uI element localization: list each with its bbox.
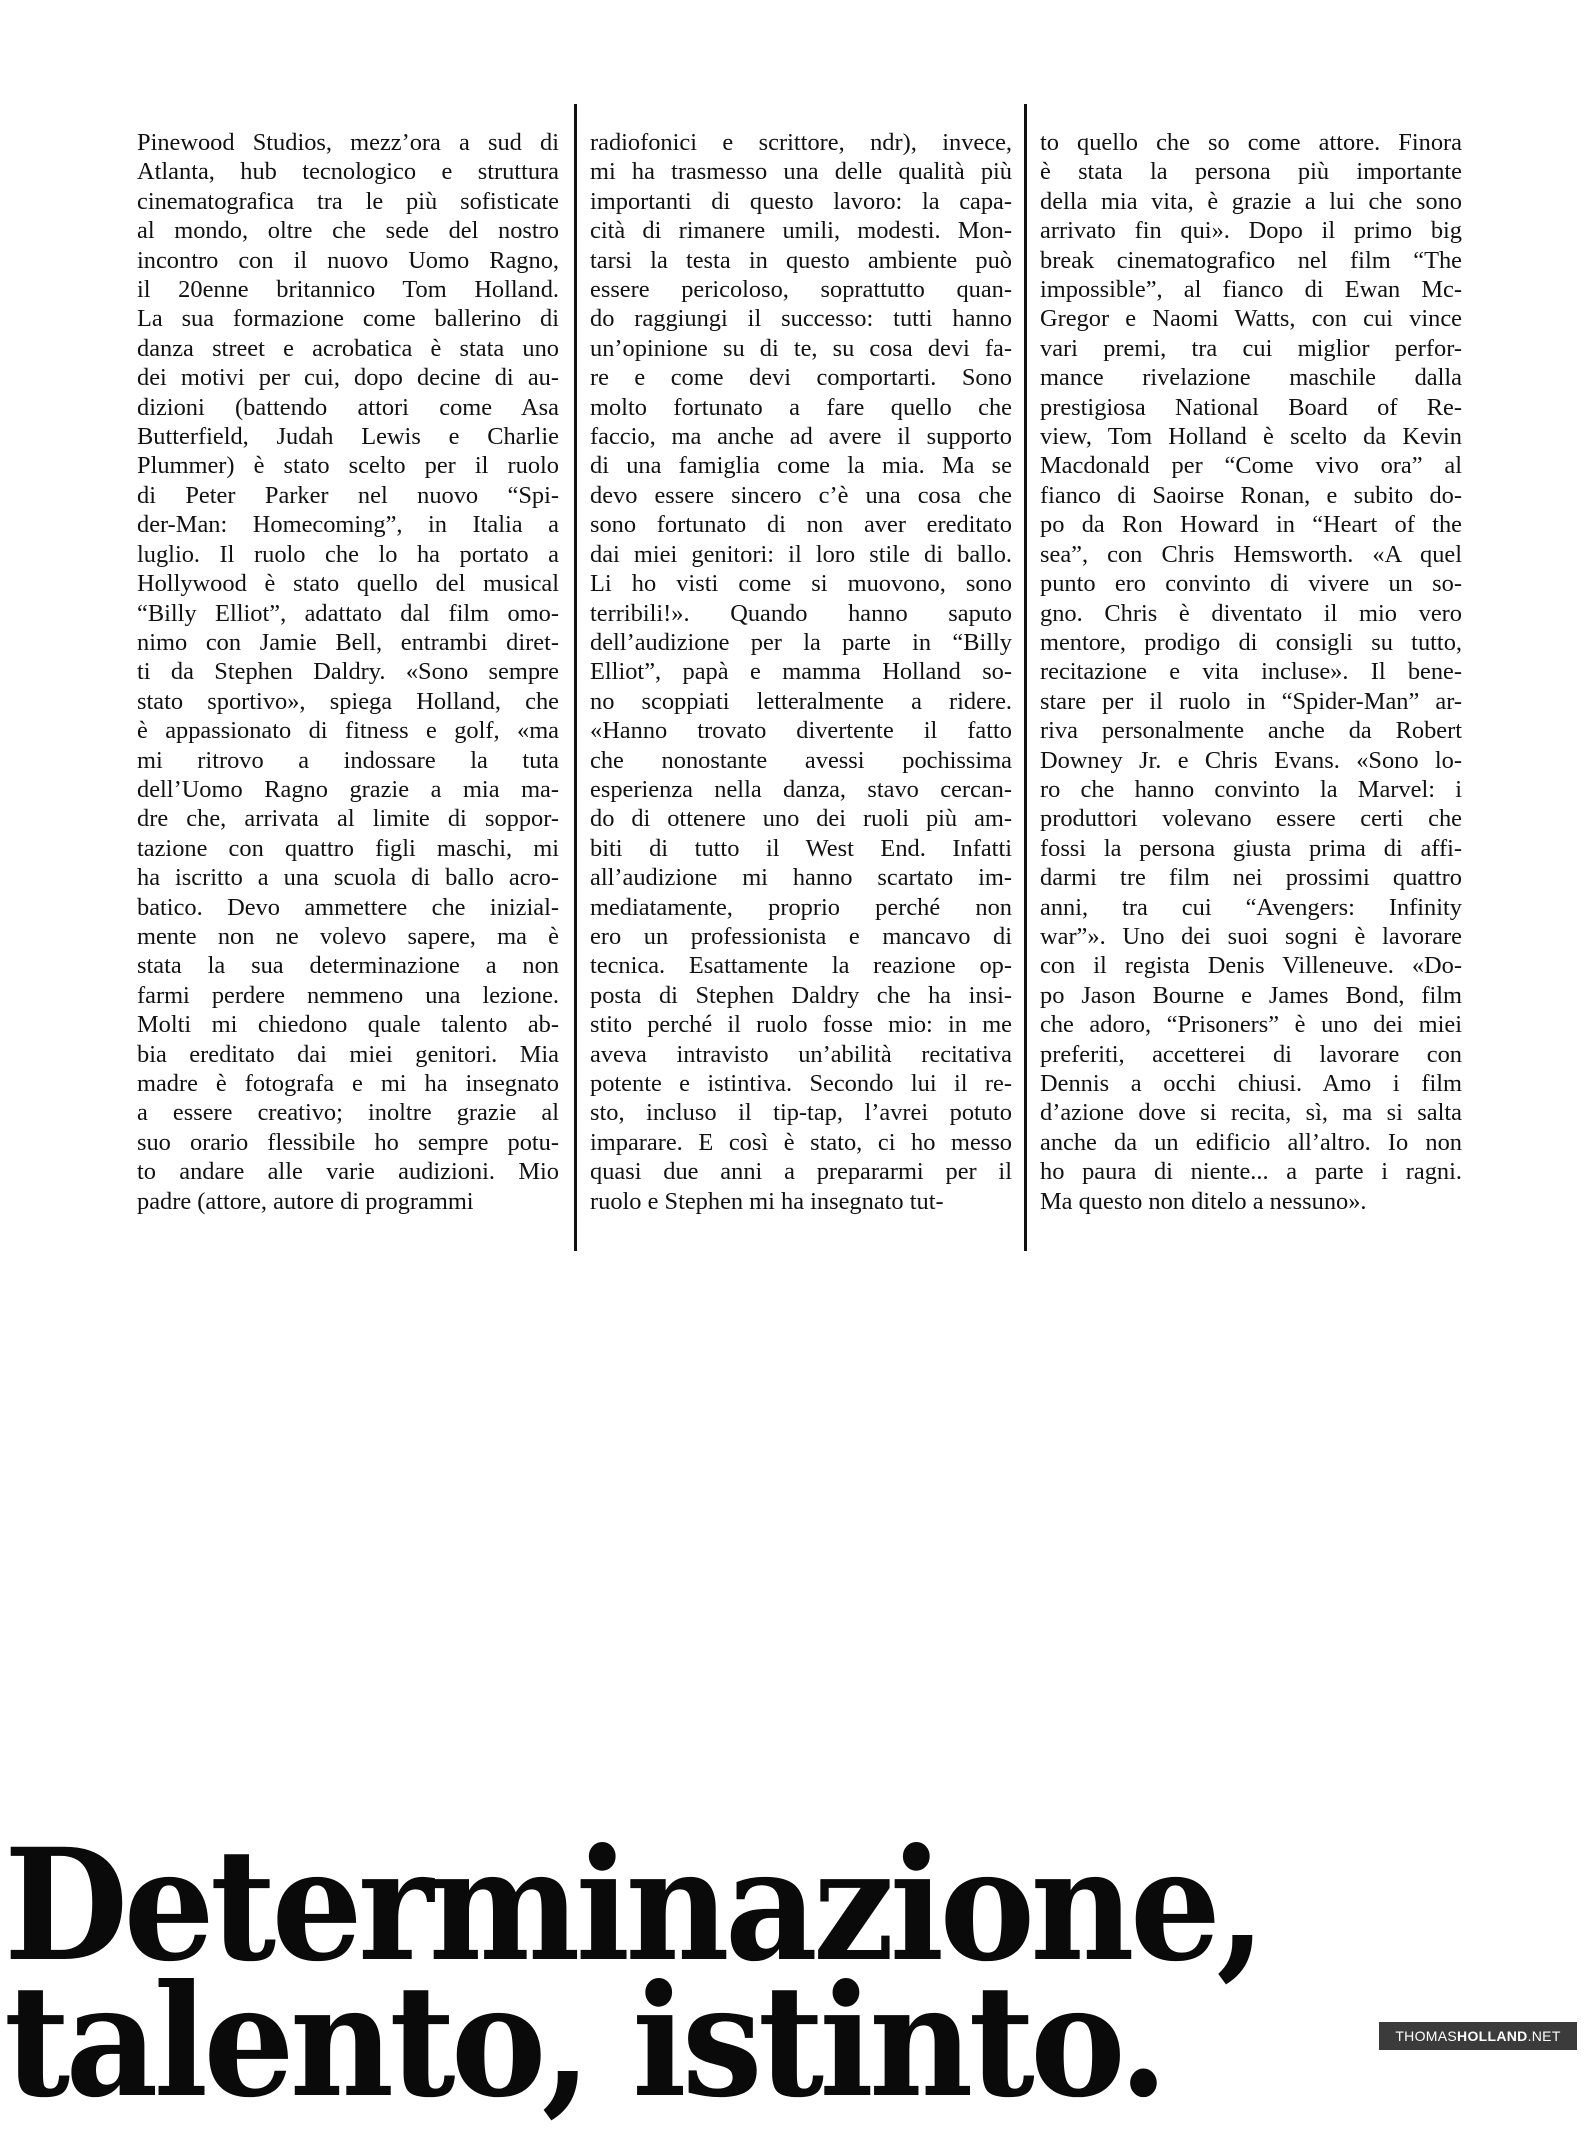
article-line: tecnica. Esattamente la reazione op- <box>590 952 1012 980</box>
article-line: importanti di questo lavoro: la capa- <box>590 187 1012 215</box>
article-line: mediatamente, proprio perché non <box>590 893 1012 921</box>
article-line: della mia vita, è grazie a lui che sono <box>1040 187 1462 215</box>
article-line: der-Man: Homecoming”, in Italia a <box>137 511 559 539</box>
article-line: dizioni (battendo attori come Asa <box>137 393 559 421</box>
article-line: recitazione e vita incluse». Il bene- <box>1040 658 1462 686</box>
article-line: dell’audizione per la parte in “Billy <box>590 628 1012 656</box>
article-line: esperienza nella danza, stavo cercan- <box>590 775 1012 803</box>
article-line: punto ero convinto di vivere un so- <box>1040 570 1462 598</box>
article-line: Hollywood è stato quello del musical <box>137 570 559 598</box>
article-line: ha iscritto a una scuola di ballo acro- <box>137 864 559 892</box>
article-line: La sua formazione come ballerino di <box>137 305 559 333</box>
article-line: quasi due anni a prepararmi per il <box>590 1158 1012 1186</box>
article-line: fianco di Saoirse Ronan, e subito do- <box>1040 481 1462 509</box>
article-line: “Billy Elliot”, adattato dal film omo- <box>137 599 559 627</box>
article-line: to andare alle varie audizioni. Mio <box>137 1158 559 1186</box>
article-line: do raggiungi il successo: tutti hanno <box>590 305 1012 333</box>
article-line: fossi la persona giusta prima di affi- <box>1040 834 1462 862</box>
article-line: stito perché il ruolo fosse mio: in me <box>590 1011 1012 1039</box>
article-line: Gregor e Naomi Watts, con cui vince <box>1040 305 1462 333</box>
article-column-1 <box>137 128 559 1216</box>
article-line: ti da Stephen Daldry. «Sono sempre <box>137 658 559 686</box>
article-line: Dennis a occhi chiusi. Amo i film <box>1040 1070 1462 1097</box>
article-line: madre è fotografa e mi ha insegnato <box>137 1070 559 1097</box>
article-line: terribili!». Quando hanno saputo <box>590 599 1012 627</box>
article-line: che adoro, “Prisoners” è uno dei miei <box>1040 1011 1462 1039</box>
article-line: dell’Uomo Ragno grazie a mia ma- <box>137 775 559 803</box>
article-line: suo orario flessibile ho sempre potu- <box>137 1128 559 1156</box>
article-line: war”». Uno dei suoi sogni è lavorare <box>1040 922 1462 950</box>
article-line: batico. Devo ammettere che inizial- <box>137 893 559 921</box>
article-line: mi ha trasmesso una delle qualità più <box>590 158 1012 186</box>
article-line: nimo con Jamie Bell, entrambi diret- <box>137 628 559 656</box>
article-line: Downey Jr. e Chris Evans. «Sono lo- <box>1040 746 1462 774</box>
site-watermark <box>1379 2022 1577 2050</box>
article-line: mentore, prodigo di consigli su tutto, <box>1040 628 1462 656</box>
article-line: Li ho visti come si muovono, sono <box>590 570 1012 598</box>
article-column-2 <box>590 128 1012 1216</box>
article-line: tazione con quattro figli maschi, mi <box>137 834 559 862</box>
article-line: bia ereditato dai miei genitori. Mia <box>137 1040 559 1068</box>
article-line: cità di rimanere umili, modesti. Mon- <box>590 217 1012 245</box>
article-line: mance rivelazione maschile dalla <box>1040 364 1462 392</box>
article-line: tarsi la testa in questo ambiente può <box>590 246 1012 274</box>
article-line: anni, tra cui “Avengers: Infinity <box>1040 893 1462 921</box>
article-line: po Jason Bourne e James Bond, film <box>1040 981 1462 1009</box>
article-line: Macdonald per “Come vivo ora” al <box>1040 452 1462 480</box>
article-line: di Peter Parker nel nuovo “Spi- <box>137 481 559 509</box>
article-line: sono fortunato di non aver ereditato <box>590 511 1012 539</box>
article-line: radiofonici e scrittore, ndr), invece, <box>590 129 1012 156</box>
headline-line-1: Determinazione, <box>4 1815 1262 1996</box>
article-line: un’opinione su di te, su cosa devi fa- <box>590 334 1012 362</box>
article-line: dre che, arrivata al limite di soppor- <box>137 805 559 833</box>
article-line: Ma questo non ditelo a nessuno». <box>1040 1187 1367 1215</box>
article-line: ero un professionista e mancavo di <box>590 922 1012 950</box>
article-line: produttori volevano essere certi che <box>1040 805 1462 833</box>
article-line: po da Ron Howard in “Heart of the <box>1040 511 1462 539</box>
article-line: «Hanno trovato divertente il fatto <box>590 717 1012 745</box>
article-line: ruolo e Stephen mi ha insegnato tut- <box>590 1187 944 1215</box>
article-line: all’audizione mi hanno scartato im- <box>590 864 1012 892</box>
article-line: potente e istintiva. Secondo lui il re- <box>590 1070 1012 1097</box>
article-line: Atlanta, hub tecnologico e struttura <box>137 158 559 186</box>
article-line: biti di tutto il West End. Infatti <box>590 834 1012 862</box>
article-line: è stata la persona più importante <box>1040 158 1462 186</box>
article-line: devo essere sincero c’è una cosa che <box>590 481 1012 509</box>
article-line: a essere creativo; inoltre grazie al <box>137 1099 559 1127</box>
column-divider-1 <box>574 104 577 1251</box>
column-divider-2 <box>1024 104 1027 1251</box>
article-line: incontro con il nuovo Uomo Ragno, <box>137 246 559 274</box>
article-line: stare per il ruolo in “Spider-Man” ar- <box>1040 687 1462 715</box>
article-line: sto, incluso il tip-tap, l’avrei potuto <box>590 1099 1012 1127</box>
article-column-3 <box>1040 128 1462 1216</box>
article-line: riva personalmente anche da Robert <box>1040 717 1462 745</box>
article-line: prestigiosa National Board of Re- <box>1040 393 1462 421</box>
article-line: essere pericoloso, soprattutto quan- <box>590 276 1012 304</box>
article-line: farmi perdere nemmeno una lezione. <box>137 981 559 1009</box>
article-line: vari premi, tra cui miglior perfor- <box>1040 334 1462 362</box>
article-line: do di ottenere uno dei ruoli più am- <box>590 805 1012 833</box>
article-line: anche da un edificio all’altro. Io non <box>1040 1128 1462 1156</box>
article-line: sea”, con Chris Hemsworth. «A quel <box>1040 540 1462 568</box>
article-line: darmi tre film nei prossimi quattro <box>1040 864 1462 892</box>
article-line: luglio. Il ruolo che lo ha portato a <box>137 540 559 568</box>
article-line: molto fortunato a fare quello che <box>590 393 1012 421</box>
article-line: cinematografica tra le più sofisticate <box>137 187 559 215</box>
article-line: è appassionato di fitness e golf, «ma <box>137 717 559 745</box>
article-line: Elliot”, papà e mamma Holland so- <box>590 658 1012 686</box>
article-line: dai miei genitori: il loro stile di ballo. <box>590 540 1012 568</box>
watermark-suffix: .NET <box>1527 2028 1561 2044</box>
article-line: preferiti, accetterei di lavorare con <box>1040 1040 1462 1068</box>
article-line: no scoppiati letteralmente a ridere. <box>590 687 1012 715</box>
article-line: stata la sua determinazione a non <box>137 952 559 980</box>
article-line: dei motivi per cui, dopo decine di au- <box>137 364 559 392</box>
article-line: aveva intravisto un’abilità recitativa <box>590 1040 1012 1068</box>
article-line: il 20enne britannico Tom Holland. <box>137 276 559 304</box>
headline <box>4 1815 1473 2132</box>
article-line: di una famiglia come la mia. Ma se <box>590 452 1012 480</box>
article-line: stato sportivo», spiega Holland, che <box>137 687 559 715</box>
article-line: mente non ne volevo sapere, ma è <box>137 922 559 950</box>
article-line: d’azione dove si recita, sì, ma si salta <box>1040 1099 1462 1127</box>
article-line: al mondo, oltre che sede del nostro <box>137 217 559 245</box>
article-line: arrivato fin qui». Dopo il primo big <box>1040 217 1462 245</box>
article-line: view, Tom Holland è scelto da Kevin <box>1040 423 1462 451</box>
headline-line-2: talento, istinto. <box>4 1951 1164 2132</box>
article-line: to quello che so come attore. Finora <box>1040 129 1462 156</box>
watermark-prefix: THOMAS <box>1395 2028 1458 2044</box>
article-line: Plummer) è stato scelto per il ruolo <box>137 452 559 480</box>
article-line: ro che hanno convinto la Marvel: i <box>1040 775 1462 803</box>
watermark-bold: HOLLAND <box>1457 2028 1528 2044</box>
article-line: impossible”, al fianco di Ewan Mc- <box>1040 276 1462 304</box>
article-line: danza street e acrobatica è stata uno <box>137 334 559 362</box>
article-line: padre (attore, autore di programmi <box>137 1187 474 1215</box>
article-line: break cinematografico nel film “The <box>1040 246 1462 274</box>
article-line: Butterfield, Judah Lewis e Charlie <box>137 423 559 451</box>
article-line: Pinewood Studios, mezz’ora a sud di <box>137 129 559 156</box>
article-line: faccio, ma anche ad avere il supporto <box>590 423 1012 451</box>
article-line: che nonostante avessi pochissima <box>590 746 1012 774</box>
article-line: imparare. E così è stato, ci ho messo <box>590 1128 1012 1156</box>
article-line: posta di Stephen Daldry che ha insi- <box>590 981 1012 1009</box>
article-line: Molti mi chiedono quale talento ab- <box>137 1011 559 1039</box>
article-line: con il regista Denis Villeneuve. «Do- <box>1040 952 1462 980</box>
article-line: re e come devi comportarti. Sono <box>590 364 1012 392</box>
article-line: ho paura di niente... a parte i ragni. <box>1040 1158 1462 1186</box>
article-line: mi ritrovo a indossare la tuta <box>137 746 559 774</box>
article-line: gno. Chris è diventato il mio vero <box>1040 599 1462 627</box>
